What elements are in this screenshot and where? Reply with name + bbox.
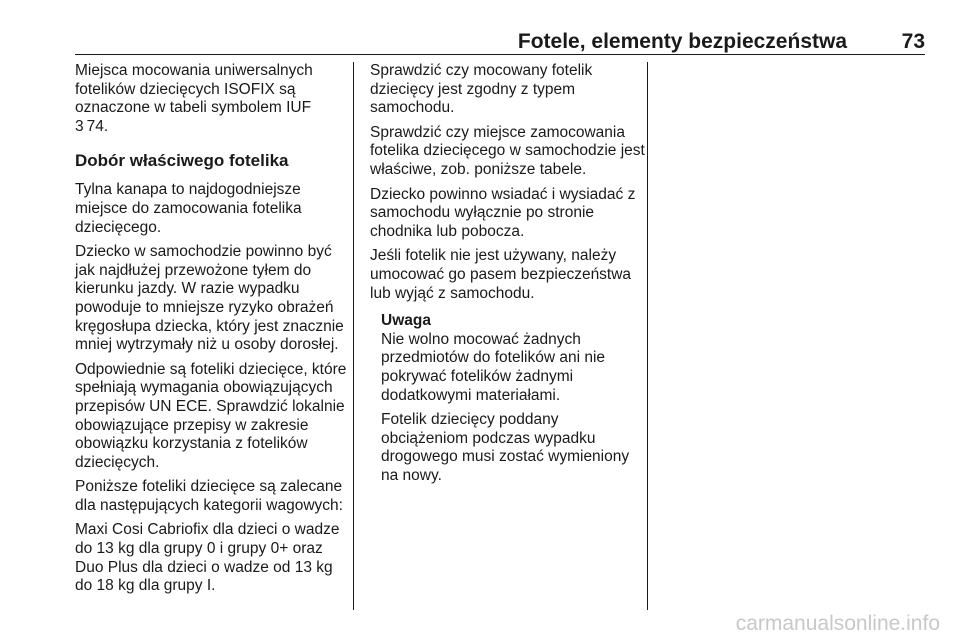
paragraph: Sprawdzić czy miejsce zamocowania fotelika dziecięcego w samochodzie jest właściwe, zob. poniższe tabele.: [370, 123, 645, 178]
page-number: 73: [901, 30, 925, 53]
section-title: Fotele, elementy bezpieczeństwa: [517, 30, 847, 53]
paragraph: Maxi Cosi Cabriofix dla dzieci o wadze do 13 kg dla grupy 0 i grupy 0+ oraz Duo Plus dla dzieci o wadze od 13 kg do 18 kg dla grupy I.: [75, 521, 340, 595]
paragraph: Jeśli fotelik nie jest używany, należy umocować go pasem bezpieczeństwa lub wyjąć z samochodu.: [370, 247, 632, 302]
section-heading: Dobór właściwego fotelika: [75, 151, 289, 171]
note-title: Uwaga: [381, 312, 431, 330]
note-box: [370, 312, 645, 485]
paragraph: Dziecko w samochodzie powinno być jak najdłużej przewożone tyłem do kierunku jazdy. W razie wypadku powoduje to mniejsze ryzyko obrażeń kręgosłupa dziecka, który jest znacznie mniej wytrzymały niż u osoby dorosłej.: [75, 243, 344, 354]
paragraph: Odpowiednie są foteliki dziecięce, które spełniają wymagania obowiązujących przepisów UN ECE. Sprawdzić lokalnie obowiązujące przepisy w zakresie obowiązku korzystania z fotelików dziecięcych.: [75, 360, 347, 471]
note-paragraph: Nie wolno mocować żadnych przedmiotów do fotelików ani nie pokrywać fotelików żadnymi dodatkowymi materiałami.: [381, 330, 606, 404]
column-divider: [647, 62, 648, 610]
right-column: [370, 62, 645, 491]
header-rule: [75, 54, 925, 55]
page-ref-link[interactable]: 74.: [86, 117, 109, 135]
intro-paragraph: [75, 62, 350, 136]
note-paragraph: Fotelik dziecięcy poddany obciążeniom podczas wypadku drogowego musi zostać wymieniony na nowy.: [381, 411, 630, 484]
left-column: [75, 62, 350, 602]
column-divider: [353, 62, 354, 610]
intro-text: Miejsca mocowania uniwersalnych fotelików dziecięcych ISOFIX są oznaczone w tabeli symbolem IUF: [75, 62, 313, 117]
paragraph: Tylna kanapa to najdogodniejsze miejsce do zamocowania fotelika dziecięcego.: [75, 181, 302, 236]
paragraph: Poniższe foteliki dziecięce są zalecane dla następujących kategorii wagowych:: [75, 478, 343, 514]
paragraph: Dziecko powinno wsiadać i wysiadać z samochodu wyłącznie po stronie chodnika lub pobocza.: [370, 185, 636, 240]
paragraph: Sprawdzić czy mocowany fotelik dziecięcy jest zgodny z typem samochodu.: [370, 62, 593, 117]
watermark: carmanualsonline.info: [735, 612, 940, 635]
page-ref-icon: 3: [75, 117, 84, 135]
